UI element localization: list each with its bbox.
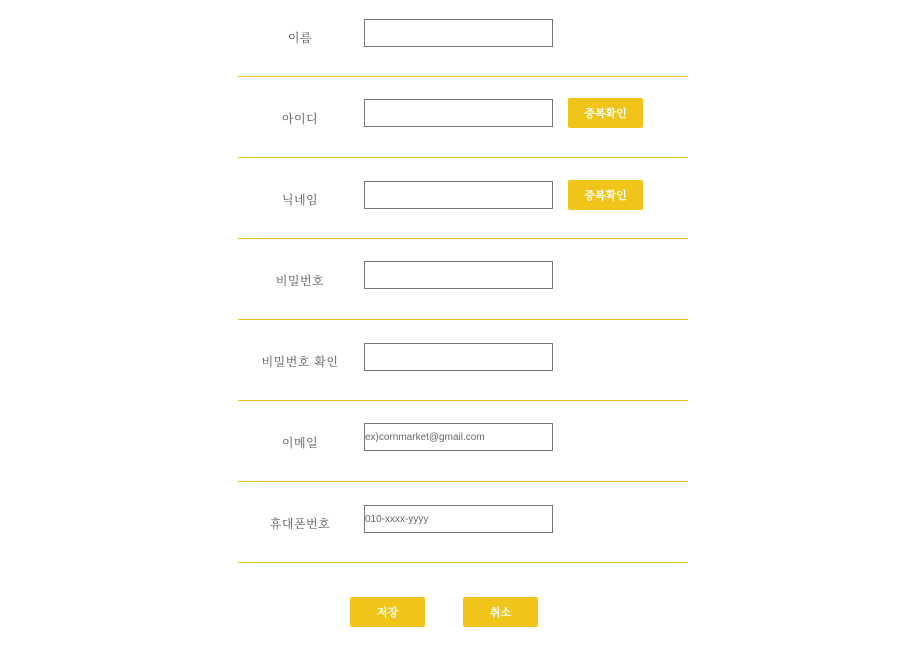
cancel-button[interactable]: 취소 [463, 597, 538, 627]
id-duplicate-check-button[interactable]: 중복확인 [568, 98, 643, 128]
password-confirm-row [238, 320, 688, 401]
nickname-label: 닉네임 [281, 193, 319, 207]
password-confirm-input[interactable] [364, 343, 553, 371]
name-input[interactable] [364, 19, 553, 47]
email-input[interactable] [364, 423, 553, 451]
email-row [238, 401, 688, 482]
nickname-duplicate-check-button[interactable]: 중복확인 [568, 180, 643, 210]
id-label: 아이디 [281, 112, 319, 126]
signup-form [238, 0, 688, 563]
phone-label: 휴대폰번호 [269, 517, 331, 531]
password-confirm-label: 비밀번호 확인 [261, 355, 339, 369]
id-row [238, 77, 688, 158]
phone-row [238, 482, 688, 563]
form-actions [350, 597, 538, 627]
id-input[interactable] [364, 99, 553, 127]
name-label: 이름 [287, 31, 313, 45]
password-row [238, 239, 688, 320]
nickname-row [238, 158, 688, 239]
email-label: 이메일 [281, 436, 319, 450]
save-button[interactable]: 저장 [350, 597, 425, 627]
password-input[interactable] [364, 261, 553, 289]
nickname-input[interactable] [364, 181, 553, 209]
phone-input[interactable] [364, 505, 553, 533]
password-label: 비밀번호 [275, 274, 325, 288]
name-row [238, 0, 688, 77]
